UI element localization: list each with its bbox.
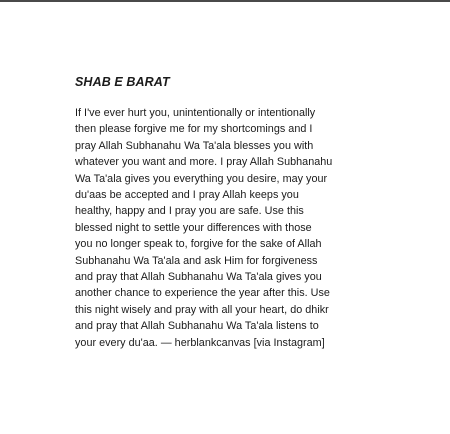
quote-line-10: Subhanahu Wa Ta'ala and ask Him for forgiveness xyxy=(75,254,318,267)
quote-line-1: If I've ever hurt you, unintentionally or intentionally xyxy=(75,107,316,119)
quote-title: SHAB E BARAT xyxy=(75,75,170,89)
quote-card xyxy=(75,74,375,351)
quote-line-7: healthy, happy and I pray you are safe. Use this xyxy=(75,205,304,218)
quote-line-14: and pray that Allah Subhanahu Wa Ta'ala listens to xyxy=(75,320,319,333)
quote-line-3: pray Allah Subhanahu Wa Ta'ala blesses you with xyxy=(75,139,314,152)
quote-line-11: and pray that Allah Subhanahu Wa Ta'ala gives you xyxy=(75,271,322,284)
quote-line-15: your every du'aa. — herblankcanvas [via Instagram] xyxy=(75,336,325,349)
quote-body xyxy=(75,105,375,351)
quote-line-9: you no longer speak to, forgive for the sake of Allah xyxy=(75,238,322,251)
quote-line-8: blessed night to settle your differences with those xyxy=(75,221,312,234)
quote-line-5: Wa Ta'ala gives you everything you desire, may your xyxy=(75,172,328,185)
quote-line-6: du'aas be accepted and I pray Allah keeps you xyxy=(75,189,299,202)
quote-line-13: this night wisely and pray with all your heart, do dhikr xyxy=(75,303,329,316)
top-divider xyxy=(0,0,450,2)
quote-line-4: whatever you want and more. I pray Allah Subhanahu xyxy=(75,156,333,169)
quote-line-12: another chance to experience the year after this. Use xyxy=(75,287,330,300)
quote-line-2: then please forgive me for my shortcomings and I xyxy=(75,123,313,136)
